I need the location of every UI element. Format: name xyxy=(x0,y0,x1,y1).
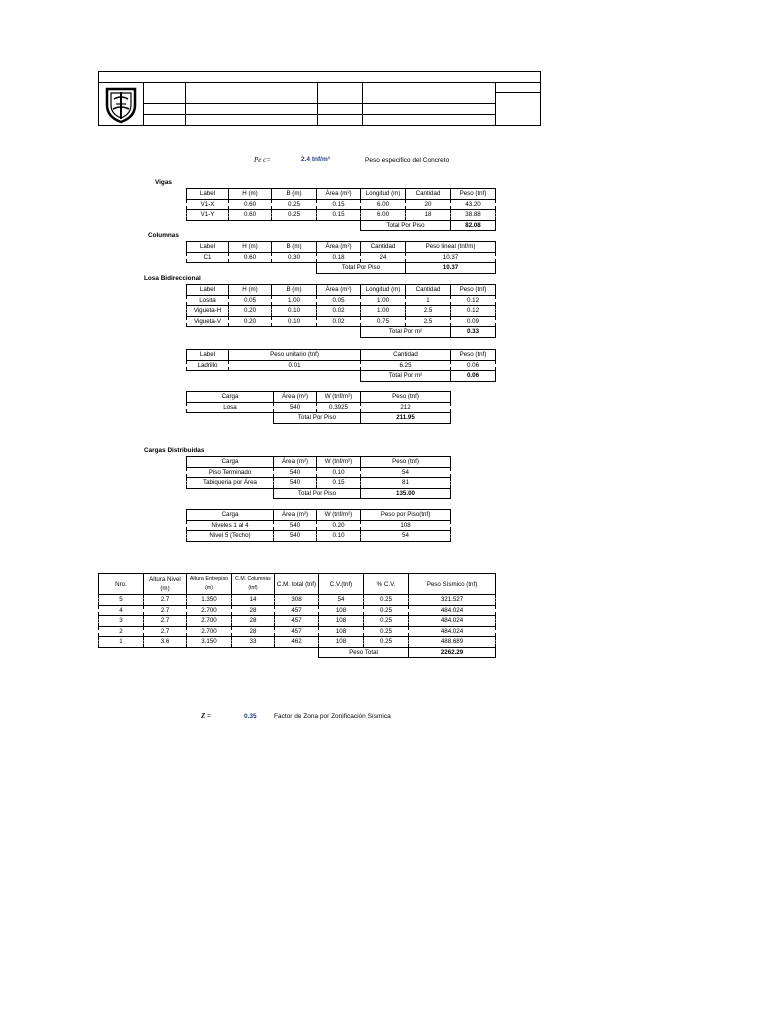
table-row xyxy=(187,360,496,371)
cell: Tabiqueria por Área xyxy=(187,478,274,489)
header-cell: H (m) xyxy=(229,285,272,296)
table-row xyxy=(187,316,496,327)
header-cell: Peso (tnf) xyxy=(361,392,451,403)
total-row xyxy=(187,327,496,338)
vigas-table xyxy=(186,188,496,231)
cell: 1 xyxy=(406,295,451,306)
cell: 28 xyxy=(232,605,275,616)
logo-cell xyxy=(99,83,144,125)
cell: 488.689 xyxy=(409,637,496,648)
cell: 0.60 xyxy=(229,199,272,210)
header-cell: Label xyxy=(187,189,229,200)
losa-carga-table xyxy=(186,391,451,424)
cell: 321.527 xyxy=(409,595,496,606)
header-cell: Peso por Piso(tnf) xyxy=(361,510,451,521)
header-cell: Label xyxy=(187,285,229,296)
cell: 0.06 xyxy=(451,360,496,371)
cell: 3.6 xyxy=(144,637,187,648)
total-row xyxy=(187,488,451,499)
cell: Nivel 5 (Techo) xyxy=(187,531,274,542)
cell: 2.700 xyxy=(187,626,232,637)
header-cell: Carga xyxy=(187,457,274,468)
cell: 0.12 xyxy=(451,295,496,306)
shield-logo-icon xyxy=(99,83,143,125)
header-cell: Peso (tnf) xyxy=(361,457,451,468)
cell: 2.7 xyxy=(144,595,187,606)
cell: 0.30 xyxy=(272,252,317,263)
cell: 0.25 xyxy=(364,605,409,616)
table-header-row xyxy=(187,189,496,200)
cell: 0.10 xyxy=(317,531,361,542)
header-cell: Altura Entrepiso (m) xyxy=(187,574,232,595)
cell: 0.20 xyxy=(317,520,361,531)
cell: 308 xyxy=(275,595,319,606)
cell: 10.37 xyxy=(406,252,496,263)
header-cell: Cantidad xyxy=(406,189,451,200)
title-block xyxy=(98,71,541,126)
header-cell: Longitud (m) xyxy=(361,189,406,200)
header-cell: W (tnf/m²) xyxy=(317,392,361,403)
cell: 1.00 xyxy=(361,306,406,317)
header-cell: H (m) xyxy=(229,189,272,200)
cell: Losa xyxy=(187,402,274,413)
cell: 540 xyxy=(274,402,317,413)
total-row xyxy=(187,413,451,424)
title-divider xyxy=(143,114,495,115)
title-divider xyxy=(495,83,496,125)
table-row xyxy=(187,295,496,306)
empty-cell xyxy=(187,488,274,499)
cell: 24 xyxy=(361,252,406,263)
cell: 43.20 xyxy=(451,199,496,210)
cell: 1.00 xyxy=(361,295,406,306)
table-row xyxy=(187,252,496,263)
cell: 0.25 xyxy=(272,199,317,210)
cell: 2.700 xyxy=(187,616,232,627)
table-row xyxy=(99,626,496,637)
cell: 1.350 xyxy=(187,595,232,606)
header-cell: Área (m²) xyxy=(274,457,317,468)
total-value: 2262.29 xyxy=(409,647,496,658)
total-value: 135.00 xyxy=(361,488,451,499)
header-cell: B (m) xyxy=(272,189,317,200)
cell: 0.25 xyxy=(272,210,317,221)
empty-cell xyxy=(187,327,361,338)
header-cell: Nro. xyxy=(99,574,144,595)
cell: 457 xyxy=(275,605,319,616)
header-cell: C.M. total (tnf) xyxy=(275,574,319,595)
cell: 0.02 xyxy=(317,316,361,327)
header-cell: Área (m²) xyxy=(317,285,361,296)
cell: 6.25 xyxy=(361,360,451,371)
table-row xyxy=(187,306,496,317)
table-header-row xyxy=(187,510,451,521)
table-header-row xyxy=(187,457,451,468)
cell: 0.25 xyxy=(364,595,409,606)
table-row xyxy=(187,531,451,542)
header-cell: Peso (tnf) xyxy=(451,350,496,361)
cell: 38.88 xyxy=(451,210,496,221)
cell: 108 xyxy=(319,616,364,627)
total-row xyxy=(187,220,496,231)
cell: 0.10 xyxy=(317,467,361,478)
header-cell: W (tnf/m²) xyxy=(317,510,361,521)
cell: 108 xyxy=(319,626,364,637)
cell: 0.20 xyxy=(229,306,272,317)
cell: 28 xyxy=(232,616,275,627)
cell: Vigueta-V xyxy=(187,316,229,327)
header-cell: Área (m²) xyxy=(274,392,317,403)
cell: 33 xyxy=(232,637,275,648)
header-cell: Peso (tnf) xyxy=(451,285,496,296)
cell: 2.5 xyxy=(406,306,451,317)
cell: 1.00 xyxy=(272,295,317,306)
table-header-row xyxy=(187,285,496,296)
cell: 0.12 xyxy=(451,306,496,317)
cell: Ladrillo xyxy=(187,360,229,371)
table-header-row xyxy=(99,574,496,595)
total-label: Total Por m² xyxy=(361,327,451,338)
total-value: 211.95 xyxy=(361,413,451,424)
header-cell: Cantidad xyxy=(361,242,406,253)
empty-cell xyxy=(187,413,274,424)
table-header-row xyxy=(187,392,451,403)
total-value: 0.33 xyxy=(451,327,496,338)
cell: 540 xyxy=(274,520,317,531)
header-cell: Peso unitario (tnf) xyxy=(229,350,361,361)
cell: 6.00 xyxy=(361,210,406,221)
cell: 0.15 xyxy=(317,210,361,221)
empty-cell xyxy=(187,371,361,382)
pec-label: Pe c= xyxy=(254,156,271,164)
cell: 2.5 xyxy=(406,316,451,327)
cell: 2.7 xyxy=(144,605,187,616)
cell: 81 xyxy=(361,478,451,489)
losa-table xyxy=(186,284,496,338)
cell: 108 xyxy=(319,637,364,648)
cell: 3 xyxy=(99,616,144,627)
header-cell: Área (m²) xyxy=(317,189,361,200)
total-row xyxy=(99,647,496,658)
title-divider xyxy=(185,83,186,125)
cell: 540 xyxy=(274,531,317,542)
cell: 2.7 xyxy=(144,616,187,627)
total-label: Total Por Piso xyxy=(317,263,406,274)
table-row xyxy=(99,637,496,648)
cell: 2.700 xyxy=(187,605,232,616)
table-header-row xyxy=(187,350,496,361)
empty-cell xyxy=(187,220,361,231)
cell: Vigueta-H xyxy=(187,306,229,317)
title-divider xyxy=(362,83,363,125)
cell: 484.024 xyxy=(409,616,496,627)
total-row xyxy=(187,263,496,274)
cell: 4 xyxy=(99,605,144,616)
header-cell: H (m) xyxy=(229,242,272,253)
cell: V1-X xyxy=(187,199,229,210)
total-label: Total Por Piso xyxy=(361,220,451,231)
cell: 0.75 xyxy=(361,316,406,327)
cell: 484.024 xyxy=(409,626,496,637)
cell: 212 xyxy=(361,402,451,413)
cell: 0.18 xyxy=(317,252,361,263)
table-row xyxy=(99,616,496,627)
cell: 108 xyxy=(319,605,364,616)
cell: 0.15 xyxy=(317,199,361,210)
cell: 540 xyxy=(274,478,317,489)
z-description: Factor de Zona por Zonificación Sísmica xyxy=(274,713,391,720)
cell: 28 xyxy=(232,626,275,637)
title-divider xyxy=(495,92,540,93)
header-cell: B (m) xyxy=(272,285,317,296)
cell: 0.09 xyxy=(451,316,496,327)
table-row xyxy=(187,210,496,221)
header-cell: W (tnf/m²) xyxy=(317,457,361,468)
empty-cell xyxy=(99,647,319,658)
cell: 462 xyxy=(275,637,319,648)
cell: Piso Terminado xyxy=(187,467,274,478)
cargas-vivas-table xyxy=(186,509,451,542)
header-cell: Cantidad xyxy=(406,285,451,296)
header-cell: Cantidad xyxy=(361,350,451,361)
table-row xyxy=(187,478,451,489)
header-cell: Peso Sísmico (tnf) xyxy=(409,574,496,595)
header-cell: Peso (tnf) xyxy=(451,189,496,200)
cell: 457 xyxy=(275,626,319,637)
total-label: Total Por Piso xyxy=(274,413,361,424)
ladrillo-table xyxy=(186,349,496,382)
header-cell: Área (m²) xyxy=(274,510,317,521)
z-value: 0.35 xyxy=(244,713,257,720)
table-row xyxy=(99,595,496,606)
table-row xyxy=(187,520,451,531)
cell: V1-Y xyxy=(187,210,229,221)
header-cell: Altura Nivel (m) xyxy=(144,574,187,595)
cargas-title: Cargas Distribuidas xyxy=(144,447,205,454)
cell: Losita xyxy=(187,295,229,306)
total-value: 82.08 xyxy=(451,220,496,231)
empty-cell xyxy=(187,263,317,274)
losa-title: Losa Bidireccional xyxy=(144,275,201,282)
cell: 6.00 xyxy=(361,199,406,210)
cell: 0.02 xyxy=(317,306,361,317)
table-header-row xyxy=(187,242,496,253)
cell: Niveles 1 al 4 xyxy=(187,520,274,531)
total-label: Total Por Piso xyxy=(274,488,361,499)
cell: 0.25 xyxy=(364,626,409,637)
cell: 54 xyxy=(361,531,451,542)
sismico-table xyxy=(98,573,496,658)
cell: 540 xyxy=(274,467,317,478)
header-cell: Peso lineal (tnf/m) xyxy=(406,242,496,253)
header-cell: Longitud (m) xyxy=(361,285,406,296)
table-row xyxy=(187,467,451,478)
cell: 0.25 xyxy=(364,637,409,648)
columnas-title: Columnas xyxy=(148,232,179,239)
cell: 3.150 xyxy=(187,637,232,648)
cell: 5 xyxy=(99,595,144,606)
cell: 0.3925 xyxy=(317,402,361,413)
header-cell: C.M. Columnas (tnf) xyxy=(232,574,275,595)
total-value: 0.06 xyxy=(451,371,496,382)
header-cell: C.V.(tnf) xyxy=(319,574,364,595)
table-row xyxy=(99,605,496,616)
cell: 14 xyxy=(232,595,275,606)
pec-value: 2.4 tnf/m³ xyxy=(301,156,330,163)
cell: 54 xyxy=(319,595,364,606)
cell: 54 xyxy=(361,467,451,478)
cell: 0.10 xyxy=(272,316,317,327)
header-cell: Label xyxy=(187,242,229,253)
total-row xyxy=(187,371,496,382)
header-cell: % C.V. xyxy=(364,574,409,595)
cell: 0.10 xyxy=(272,306,317,317)
cell: 0.01 xyxy=(229,360,361,371)
cell: 108 xyxy=(361,520,451,531)
cell: 20 xyxy=(406,199,451,210)
cell: 2 xyxy=(99,626,144,637)
pec-description: Peso especifico del Concreto xyxy=(365,157,450,164)
cell: 18 xyxy=(406,210,451,221)
header-cell: Área (m²) xyxy=(317,242,361,253)
total-value: 10.37 xyxy=(406,263,496,274)
table-row xyxy=(187,199,496,210)
cell: 457 xyxy=(275,616,319,627)
table-row xyxy=(187,402,451,413)
cell: 2.7 xyxy=(144,626,187,637)
cell: 0.20 xyxy=(229,316,272,327)
header-cell: B (m) xyxy=(272,242,317,253)
total-label: Peso Total xyxy=(319,647,409,658)
cell: 0.05 xyxy=(317,295,361,306)
z-label: Z = xyxy=(201,712,212,720)
total-label: Total Por m² xyxy=(361,371,451,382)
cell: 0.15 xyxy=(317,478,361,489)
columnas-table xyxy=(186,241,496,274)
header-cell: Carga xyxy=(187,510,274,521)
header-cell: Carga xyxy=(187,392,274,403)
cell: 484.024 xyxy=(409,605,496,616)
vigas-title: Vigas xyxy=(155,179,172,186)
cell: 1 xyxy=(99,637,144,648)
cell: C1 xyxy=(187,252,229,263)
cell: 0.60 xyxy=(229,252,272,263)
title-divider xyxy=(317,83,318,125)
header-cell: Label xyxy=(187,350,229,361)
cargas-table xyxy=(186,456,451,499)
cell: 0.25 xyxy=(364,616,409,627)
title-block-top-row xyxy=(99,72,540,83)
title-divider xyxy=(143,103,495,104)
cell: 0.05 xyxy=(229,295,272,306)
cell: 0.60 xyxy=(229,210,272,221)
